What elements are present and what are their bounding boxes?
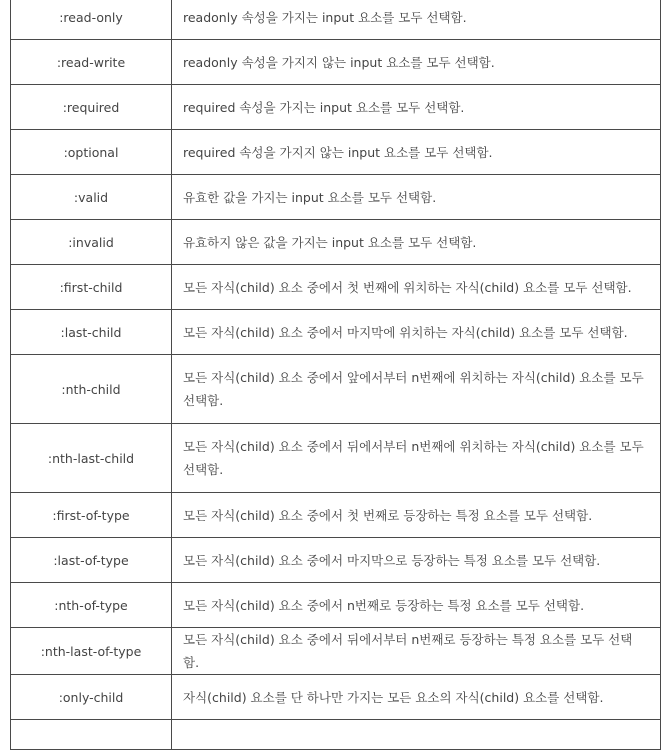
selector-cell: :first-of-type: [11, 493, 172, 538]
table-row: [11, 675, 661, 720]
description-cell: readonly 속성을 가지는 input 요소를 모두 선택함.: [172, 0, 661, 40]
description-cell: 모든 자식(child) 요소 중에서 뒤에서부터 n번째에 위치하는 자식(child) 요소를 모두 선택함.: [172, 424, 661, 493]
table-row: [11, 220, 661, 265]
table-row: [11, 628, 661, 675]
description-cell: 모든 자식(child) 요소 중에서 마지막으로 등장하는 특정 요소를 모두 선택함.: [172, 538, 661, 583]
description-cell: required 속성을 가지는 input 요소를 모두 선택함.: [172, 85, 661, 130]
selector-cell: :last-child: [11, 310, 172, 355]
table-row: [11, 130, 661, 175]
table-row: [11, 720, 661, 750]
table-row: [11, 493, 661, 538]
table-row: [11, 265, 661, 310]
description-cell: 모든 자식(child) 요소 중에서 앞에서부터 n번째에 위치하는 자식(child) 요소를 모두 선택함.: [172, 355, 661, 424]
table-row: [11, 85, 661, 130]
table-row: [11, 175, 661, 220]
description-cell: 모든 자식(child) 요소 중에서 첫 번째로 등장하는 특정 요소를 모두 선택함.: [172, 493, 661, 538]
description-cell: 유효한 값을 가지는 input 요소를 모두 선택함.: [172, 175, 661, 220]
selector-cell: :optional: [11, 130, 172, 175]
selector-reference-table: [10, 0, 661, 750]
selector-cell: :nth-last-child: [11, 424, 172, 493]
selector-cell: :nth-child: [11, 355, 172, 424]
selector-cell: :nth-of-type: [11, 583, 172, 628]
table-row: [11, 40, 661, 85]
description-cell: 모든 자식(child) 요소 중에서 첫 번째에 위치하는 자식(child) 요소를 모두 선택함.: [172, 265, 661, 310]
description-cell: readonly 속성을 가지지 않는 input 요소를 모두 선택함.: [172, 40, 661, 85]
table-row: [11, 424, 661, 493]
table-row: [11, 355, 661, 424]
description-cell: 유효하지 않은 값을 가지는 input 요소를 모두 선택함.: [172, 220, 661, 265]
selector-cell-empty: [11, 720, 172, 750]
table-row: [11, 538, 661, 583]
selector-cell: :nth-last-of-type: [11, 628, 172, 675]
selector-cell: :last-of-type: [11, 538, 172, 583]
selector-cell: :first-child: [11, 265, 172, 310]
selector-cell: :valid: [11, 175, 172, 220]
selector-cell: :required: [11, 85, 172, 130]
table-row: [11, 310, 661, 355]
description-cell: 모든 자식(child) 요소 중에서 마지막에 위치하는 자식(child) 요소를 모두 선택함.: [172, 310, 661, 355]
selector-cell: :only-child: [11, 675, 172, 720]
description-cell: 모든 자식(child) 요소 중에서 n번째로 등장하는 특정 요소를 모두 선택함.: [172, 583, 661, 628]
description-cell: 자식(child) 요소를 단 하나만 가지는 모든 요소의 자식(child) 요소를 선택함.: [172, 675, 661, 720]
description-cell: 모든 자식(child) 요소 중에서 뒤에서부터 n번째로 등장하는 특정 요소를 모두 선택함.: [172, 628, 661, 675]
table-row: [11, 0, 661, 40]
description-cell-empty: [172, 720, 661, 750]
selector-cell: :read-write: [11, 40, 172, 85]
selector-cell: :invalid: [11, 220, 172, 265]
description-cell: required 속성을 가지지 않는 input 요소를 모두 선택함.: [172, 130, 661, 175]
selector-cell: :read-only: [11, 0, 172, 40]
table-row: [11, 583, 661, 628]
